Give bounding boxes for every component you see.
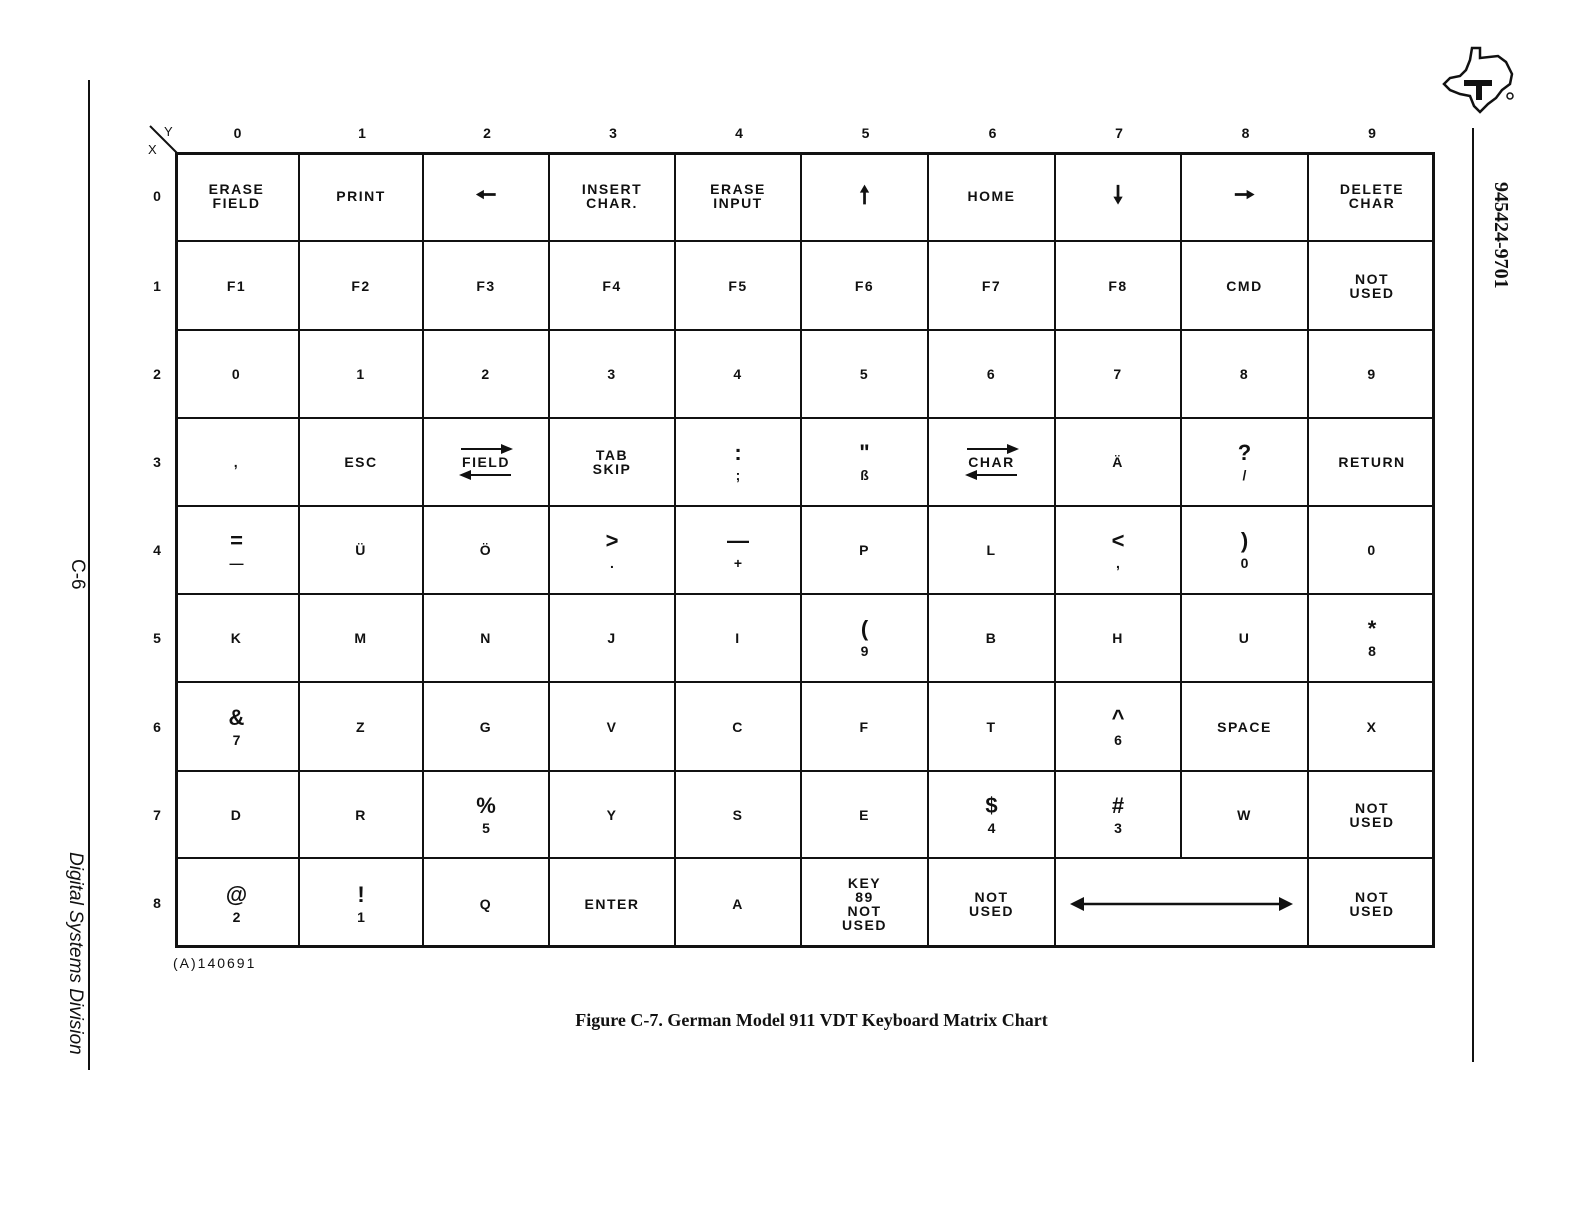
upper-symbol: > [605, 528, 619, 553]
matrix-cell [424, 507, 550, 595]
matrix-cell [802, 242, 929, 331]
matrix-cell [424, 772, 550, 859]
matrix-cell [1056, 595, 1182, 683]
row-header: 2 [153, 366, 161, 382]
shifted-key-label [1112, 528, 1125, 572]
matrix-cell [175, 683, 300, 772]
matrix-cell [1056, 419, 1182, 507]
matrix-cell [1309, 683, 1435, 772]
column-header: 8 [1241, 125, 1250, 141]
arrow-right-icon: 🠖 [1234, 182, 1255, 209]
column-header: 5 [861, 125, 870, 141]
lower-symbol: . [610, 555, 614, 571]
document-number: 945424-9701 [1490, 182, 1512, 289]
lower-symbol: 1 [357, 908, 365, 925]
row-header: 0 [153, 188, 161, 204]
key-label: Q [479, 895, 493, 912]
matrix-cell [802, 152, 929, 242]
matrix-cell [175, 772, 300, 859]
matrix-cell [1182, 595, 1309, 683]
matrix-cell [424, 859, 550, 948]
row-header: 8 [153, 894, 161, 911]
column-header: 9 [1368, 125, 1376, 141]
key-label: M [354, 630, 368, 646]
key-label: F [859, 718, 870, 735]
upper-symbol: ) [1240, 528, 1249, 553]
matrix-cell [929, 595, 1056, 683]
key-label: ESC [344, 454, 378, 470]
key-label: C [732, 718, 744, 735]
matrix-cell [424, 152, 550, 242]
key-label: 5 [859, 366, 870, 382]
upper-symbol: % [476, 792, 496, 818]
upper-symbol: ^ [1111, 704, 1125, 730]
upper-symbol: < [1111, 528, 1125, 553]
key-label: ERASE INPUT [710, 181, 766, 211]
key-label: CHAR [968, 454, 1015, 470]
arrow-up-icon: 🠕 [859, 182, 870, 209]
matrix-cell [1182, 772, 1309, 859]
key-label: 8 [1239, 366, 1250, 382]
shifted-key-label [357, 882, 365, 926]
lower-symbol: 7 [232, 731, 241, 748]
matrix-cell [175, 152, 300, 242]
key-label: RETURN [1338, 454, 1406, 470]
column-header: 0 [233, 125, 242, 141]
matrix-cell [929, 683, 1056, 772]
key-label: ENTER [584, 895, 640, 912]
key-label: Z [355, 718, 367, 735]
matrix-cell [300, 507, 424, 595]
matrix-cell [550, 507, 676, 595]
key-label: T [986, 718, 997, 735]
figure-caption: Figure C-7. German Model 911 VDT Keyboard Matrix Chart [575, 1010, 1048, 1030]
key-label: ERASE FIELD [208, 181, 265, 211]
key-label: E [859, 806, 870, 823]
key-label: B [985, 630, 998, 646]
arrow-key-label [459, 443, 513, 481]
row-header: 3 [153, 454, 161, 470]
matrix-cell [175, 507, 300, 595]
matrix-cell [300, 859, 424, 948]
matrix-cell [175, 859, 300, 948]
column-header: 3 [609, 125, 617, 141]
matrix-cell [1309, 331, 1435, 419]
matrix-cell [550, 859, 676, 948]
matrix-cell [424, 242, 550, 331]
upper-symbol: : [734, 440, 742, 465]
upper-symbol: ( [860, 616, 869, 641]
upper-symbol: ! [357, 881, 365, 907]
arrow-left-icon [965, 469, 1019, 481]
matrix-cell [1309, 152, 1435, 242]
matrix-cell [424, 683, 550, 772]
matrix-cell [802, 419, 929, 507]
arrow-down-icon: 🠗 [1112, 182, 1124, 209]
column-header: 1 [358, 125, 366, 141]
key-label: F7 [981, 277, 1002, 294]
key-label: U [1238, 630, 1251, 646]
key-label: TAB SKIP [592, 447, 632, 477]
matrix-cell [1309, 595, 1435, 683]
key-label: FIELD [462, 454, 510, 470]
shifted-key-label [1112, 705, 1125, 749]
matrix-cell [676, 595, 802, 683]
lower-symbol: ß [860, 467, 869, 483]
x-axis-label: X [148, 142, 157, 157]
matrix-cell [300, 242, 424, 331]
shifted-key-label [727, 528, 749, 572]
key-label: F5 [728, 277, 748, 294]
matrix-cell [550, 683, 676, 772]
shifted-key-label [1112, 793, 1124, 837]
key-label: H [1112, 630, 1124, 646]
matrix-cell [175, 595, 300, 683]
matrix-cell [929, 242, 1056, 331]
lower-symbol: — [229, 555, 244, 571]
upper-symbol: $ [985, 792, 998, 818]
matrix-cell [1182, 242, 1309, 331]
left-margin-rule [88, 80, 90, 1070]
key-label: G [479, 718, 493, 735]
lower-symbol: 2 [232, 908, 241, 925]
key-label: Y [606, 806, 618, 823]
texas-instruments-logo-icon [1440, 44, 1520, 116]
matrix-cell [802, 683, 929, 772]
matrix-cell [802, 595, 929, 683]
matrix-cell [1309, 242, 1435, 331]
matrix-cell [676, 152, 802, 242]
key-label: I [735, 630, 741, 646]
matrix-cell [676, 772, 802, 859]
key-label: A [732, 895, 744, 912]
keyboard-matrix [175, 152, 1435, 948]
y-axis-label: Y [164, 124, 173, 139]
matrix-cell [424, 331, 550, 419]
matrix-cell [1182, 152, 1309, 242]
lower-symbol: / [1242, 467, 1247, 483]
key-label: NOT USED [1349, 270, 1395, 301]
key-label: 9 [1367, 366, 1377, 382]
matrix-cell [1182, 683, 1309, 772]
shifted-key-label [861, 616, 869, 660]
key-label: HOME [967, 188, 1016, 204]
key-label: R [355, 806, 367, 823]
matrix-cell [1056, 152, 1182, 242]
right-margin-rule [1472, 128, 1474, 1062]
lower-symbol: ; [735, 467, 741, 483]
matrix-cell [1309, 772, 1435, 859]
shifted-key-label [1368, 616, 1377, 660]
row-header: 5 [153, 630, 161, 646]
lower-symbol: 8 [1368, 643, 1376, 659]
key-label: V [606, 718, 618, 735]
key-label: 7 [1113, 366, 1123, 382]
matrix-cell [550, 419, 676, 507]
column-header: 6 [988, 125, 997, 141]
upper-symbol: & [228, 704, 245, 730]
matrix-cell [1056, 507, 1182, 595]
shifted-key-label [476, 793, 496, 837]
matrix-cell [802, 331, 929, 419]
shifted-key-label [859, 440, 869, 484]
matrix-cell [550, 242, 676, 331]
row-header: 6 [153, 718, 161, 735]
matrix-cell [1309, 859, 1435, 948]
column-header: 2 [483, 125, 491, 141]
matrix-cell [1182, 331, 1309, 419]
lower-symbol: 5 [482, 819, 490, 836]
matrix-cell [676, 419, 802, 507]
lower-symbol: 6 [1114, 731, 1122, 748]
key-label: N [480, 630, 492, 646]
matrix-cell [676, 331, 802, 419]
matrix-cell [550, 331, 676, 419]
key-label: F3 [476, 277, 496, 294]
key-label: F8 [1108, 277, 1128, 294]
key-label: 0 [1367, 542, 1377, 558]
key-label: J [607, 630, 617, 646]
matrix-cell [1056, 859, 1309, 948]
key-label: NOT USED [1349, 799, 1395, 830]
shifted-key-label [1241, 528, 1249, 572]
key-label: NOT USED [969, 888, 1014, 919]
matrix-cell [300, 595, 424, 683]
matrix-cell [1056, 683, 1182, 772]
matrix-cell [175, 419, 300, 507]
matrix-cell [929, 859, 1056, 948]
key-label: 0 [231, 366, 242, 382]
shifted-key-label [1238, 440, 1251, 484]
lower-symbol: , [1116, 555, 1120, 571]
key-label: K [230, 630, 243, 646]
matrix-cell [550, 595, 676, 683]
matrix-cell [175, 331, 300, 419]
key-label: Ä [1112, 454, 1124, 470]
matrix-cell [1182, 507, 1309, 595]
span-arrow-icon [1070, 894, 1293, 914]
key-label: Ö [479, 542, 493, 558]
key-label: INSERT CHAR. [581, 181, 643, 211]
key-label: Ü [355, 542, 367, 558]
matrix-cell [676, 507, 802, 595]
key-label: F1 [226, 277, 247, 294]
key-label: W [1237, 806, 1252, 823]
key-label: 1 [356, 366, 366, 382]
matrix-cell [929, 772, 1056, 859]
lower-symbol: 4 [987, 819, 996, 836]
shifted-key-label [606, 528, 619, 572]
matrix-cell [802, 772, 929, 859]
key-label: F4 [602, 277, 622, 294]
upper-symbol: = [230, 528, 243, 553]
key-label: F6 [854, 277, 875, 294]
key-label: , [233, 454, 240, 470]
matrix-cell [929, 507, 1056, 595]
key-label: S [732, 806, 744, 823]
key-label: X [1366, 718, 1378, 735]
matrix-cell [300, 152, 424, 242]
shifted-key-label [985, 793, 997, 837]
figure-id: (A)140691 [173, 955, 257, 971]
matrix-cell [550, 152, 676, 242]
lower-symbol: 3 [1114, 819, 1122, 836]
key-label: 2 [481, 366, 491, 382]
key-label: PRINT [336, 188, 386, 204]
upper-symbol: # [1111, 792, 1125, 818]
arrow-left-icon [459, 469, 513, 481]
shifted-key-label [229, 705, 245, 749]
matrix-cell [929, 419, 1056, 507]
matrix-cell [1309, 419, 1435, 507]
key-label: SPACE [1217, 718, 1272, 735]
lower-symbol: 0 [1240, 555, 1249, 571]
key-label: F2 [351, 277, 371, 294]
page-number: C-6 [67, 558, 88, 590]
key-label: L [986, 542, 997, 558]
row-header: 1 [153, 277, 161, 294]
matrix-cell [676, 242, 802, 331]
key-label: 4 [733, 366, 743, 382]
column-header: 4 [735, 125, 743, 141]
key-label: D [230, 806, 243, 823]
matrix-cell [1182, 419, 1309, 507]
column-header: 7 [1115, 125, 1123, 141]
key-label: P [859, 542, 870, 558]
row-header: 7 [153, 806, 161, 823]
upper-symbol: * [1367, 616, 1377, 641]
matrix-cell [1056, 772, 1182, 859]
key-label: NOT USED [1349, 888, 1395, 919]
matrix-cell [300, 331, 424, 419]
lower-symbol: + [733, 555, 743, 571]
upper-symbol: — [727, 528, 749, 553]
upper-symbol: ? [1237, 440, 1252, 465]
key-label: 6 [986, 366, 997, 382]
shifted-key-label [734, 440, 741, 484]
key-label: 3 [607, 366, 617, 382]
division-label: Digital Systems Division [65, 852, 86, 1055]
matrix-cell [550, 772, 676, 859]
matrix-cell [424, 419, 550, 507]
matrix-cell [175, 242, 300, 331]
key-label: KEY 89 NOT USED [842, 874, 887, 933]
matrix-cell [1309, 507, 1435, 595]
key-label: CMD [1226, 277, 1263, 294]
key-label: DELETE CHAR [1339, 181, 1405, 211]
matrix-cell [676, 859, 802, 948]
matrix-cell [802, 859, 929, 948]
matrix-cell [300, 683, 424, 772]
matrix-cell [1056, 242, 1182, 331]
shifted-key-label [226, 882, 247, 926]
matrix-cell [929, 331, 1056, 419]
matrix-cell [300, 419, 424, 507]
upper-symbol: @ [225, 881, 248, 907]
matrix-cell [929, 152, 1056, 242]
matrix-cell [300, 772, 424, 859]
matrix-cell [802, 507, 929, 595]
matrix-cell [676, 683, 802, 772]
row-header: 4 [153, 542, 161, 558]
upper-symbol: " [859, 440, 870, 465]
shifted-key-label [230, 528, 244, 572]
arrow-left-icon: 🠔 [475, 182, 497, 209]
matrix-cell [1056, 331, 1182, 419]
matrix-cell [424, 595, 550, 683]
arrow-key-label [965, 443, 1019, 481]
lower-symbol: 9 [860, 643, 869, 659]
